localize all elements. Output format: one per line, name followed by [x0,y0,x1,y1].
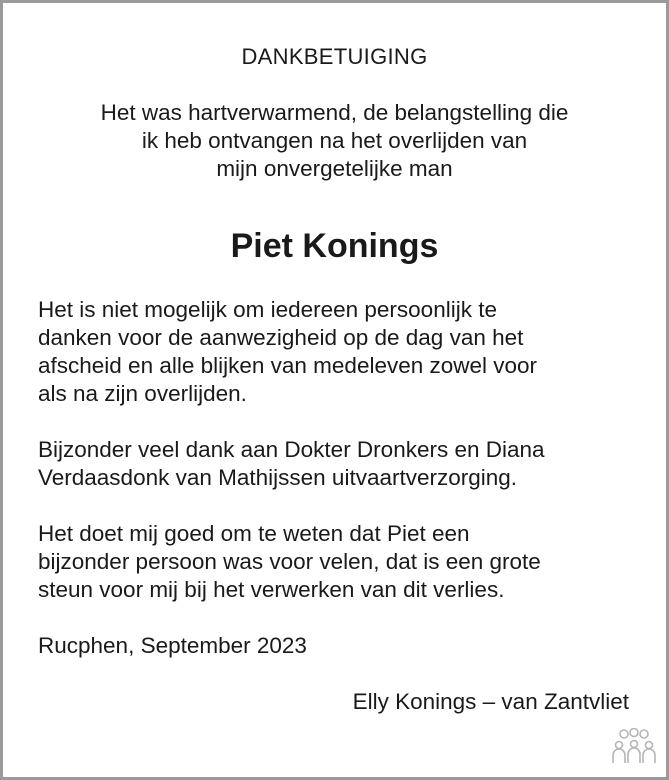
paragraph-thanks-everyone [38,296,638,408]
paragraph-support [38,520,638,604]
paragraph-line: steun voor mij bij het verwerken van dit verlies. [38,577,505,602]
logo-head-small-left [616,742,623,749]
logo-head-small-middle [631,741,638,748]
notice-title: DANKBETUIGING [241,44,428,69]
logo-head-right [640,730,648,738]
paragraph-line: Het is niet mogelijk om iedereen persoonlijk te [38,297,497,322]
paragraph-line: Verdaasdonk van Mathijssen uitvaartverzorging. [38,465,518,490]
paragraph-line: Het doet mij goed om te weten dat Piet een [38,521,470,546]
signature: Elly Konings – van Zantvliet [352,689,629,714]
people-group-icon [611,728,657,764]
paragraph-line: Bijzonder veel dank aan Dokter Dronkers en Diana [38,437,545,462]
paragraph-line: bijzonder persoon was voor velen, dat is een grote [38,549,541,574]
place-date: Rucphen, September 2023 [38,633,307,658]
deceased-name: Piet Konings [230,227,439,265]
logo-body-right [643,749,655,763]
logo-head-middle [630,729,638,737]
paragraph-line: als na zijn overlijden. [38,381,247,406]
logo-head-small-right [646,742,653,749]
intro-line: ik heb ontvangen na het overlijden van [141,128,528,153]
intro-text [0,99,669,183]
paragraph-special-thanks [38,436,638,492]
logo-head-left [620,730,628,738]
paragraph-line: afscheid en alle blijken van medeleven zowel voor [38,353,538,378]
paragraph-line: danken voor de aanwezigheid op de dag van het [38,325,524,350]
intro-line: Het was hartverwarmend, de belangstelling die [100,100,569,125]
intro-line: mijn onvergetelijke man [216,156,453,181]
logo-body-middle [628,748,640,763]
logo-body-left [613,749,625,763]
